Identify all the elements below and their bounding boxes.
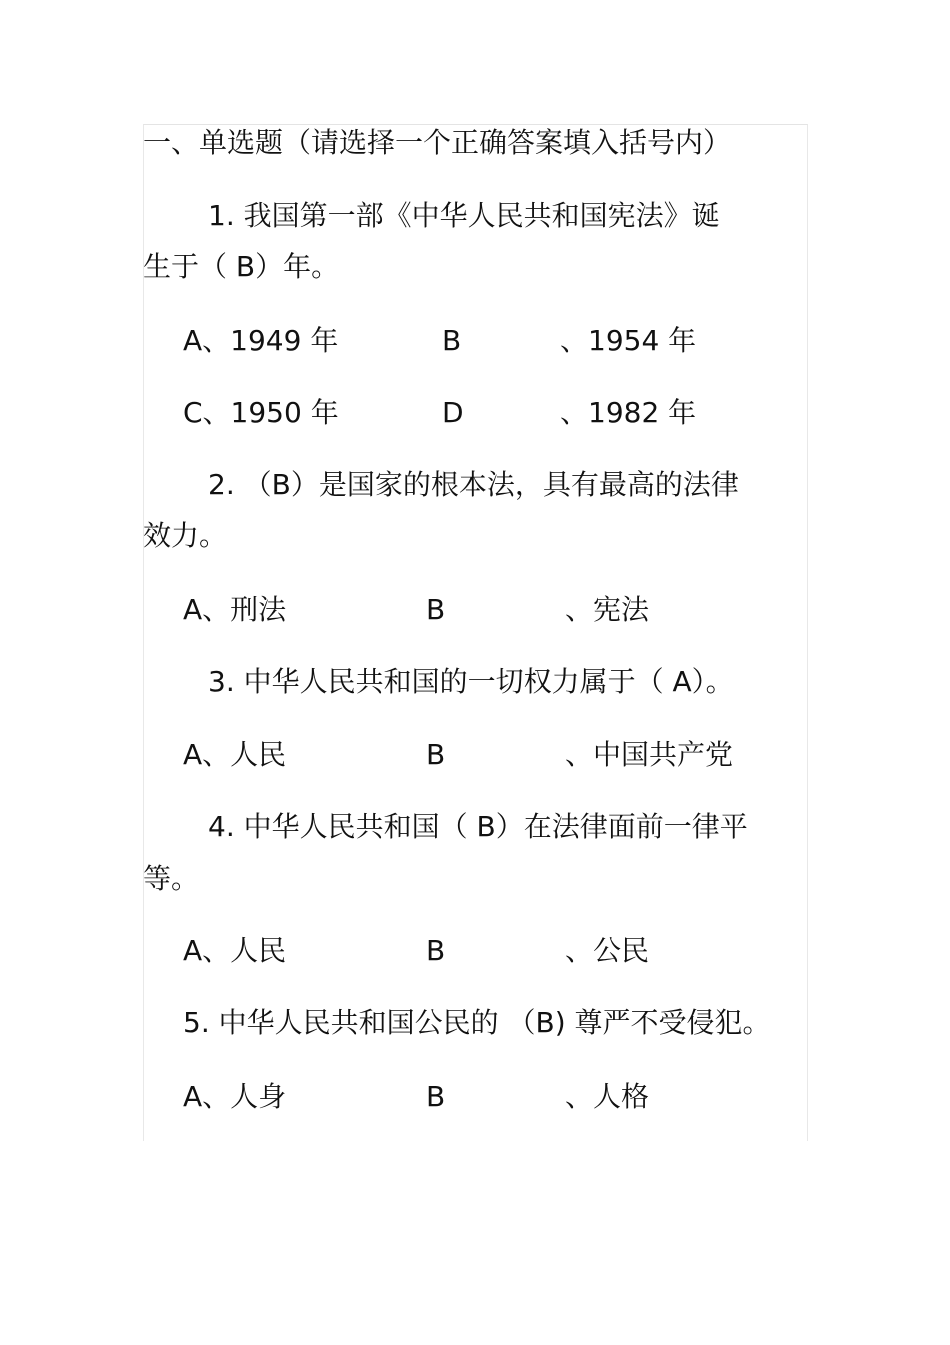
- question-4-text-cont: 等。: [143, 862, 200, 895]
- question-2-option-a: A、刑法: [183, 593, 287, 626]
- question-2-option-b-text: 、宪法: [565, 593, 650, 626]
- question-3-option-b-text: 、中国共产党: [565, 738, 734, 771]
- question-5-option-a: A、人身: [183, 1080, 287, 1113]
- question-3-option-a: A、人民: [183, 738, 287, 771]
- question-5-option-b-letter: B: [426, 1080, 446, 1113]
- question-1-option-c: C、1950 年: [183, 396, 339, 429]
- question-5-option-b-text: 、人格: [565, 1080, 650, 1113]
- question-2-text: 2. （B）是国家的根本法，具有最高的法律: [208, 468, 739, 501]
- question-2-option-b-letter: B: [426, 593, 446, 626]
- section-title: 一、单选题（请选择一个正确答案填入括号内）: [143, 126, 732, 159]
- question-5-text: 5. 中华人民共和国公民的 （B) 尊严不受侵犯。: [183, 1006, 771, 1039]
- question-4-option-b-text: 、公民: [565, 934, 650, 967]
- question-4-option-a: A、人民: [183, 934, 287, 967]
- question-1-text: 1. 我国第一部《中华人民共和国宪法》诞: [208, 199, 720, 232]
- question-3-text: 3. 中华人民共和国的一切权力属于（ A）。: [208, 665, 734, 698]
- question-1-option-d-letter: D: [442, 396, 464, 429]
- question-1-option-b-letter: B: [442, 324, 462, 357]
- question-2-text-cont: 效力。: [143, 519, 228, 552]
- question-1-text-cont: 生于（ B）年。: [143, 250, 340, 283]
- question-1-option-b-text: 、1954 年: [560, 324, 697, 357]
- question-1-option-a: A、1949 年: [183, 324, 339, 357]
- question-4-option-b-letter: B: [426, 934, 446, 967]
- question-1-option-d-text: 、1982 年: [560, 396, 697, 429]
- question-3-option-b-letter: B: [426, 738, 446, 771]
- question-4-text: 4. 中华人民共和国（ B）在法律面前一律平: [208, 810, 748, 843]
